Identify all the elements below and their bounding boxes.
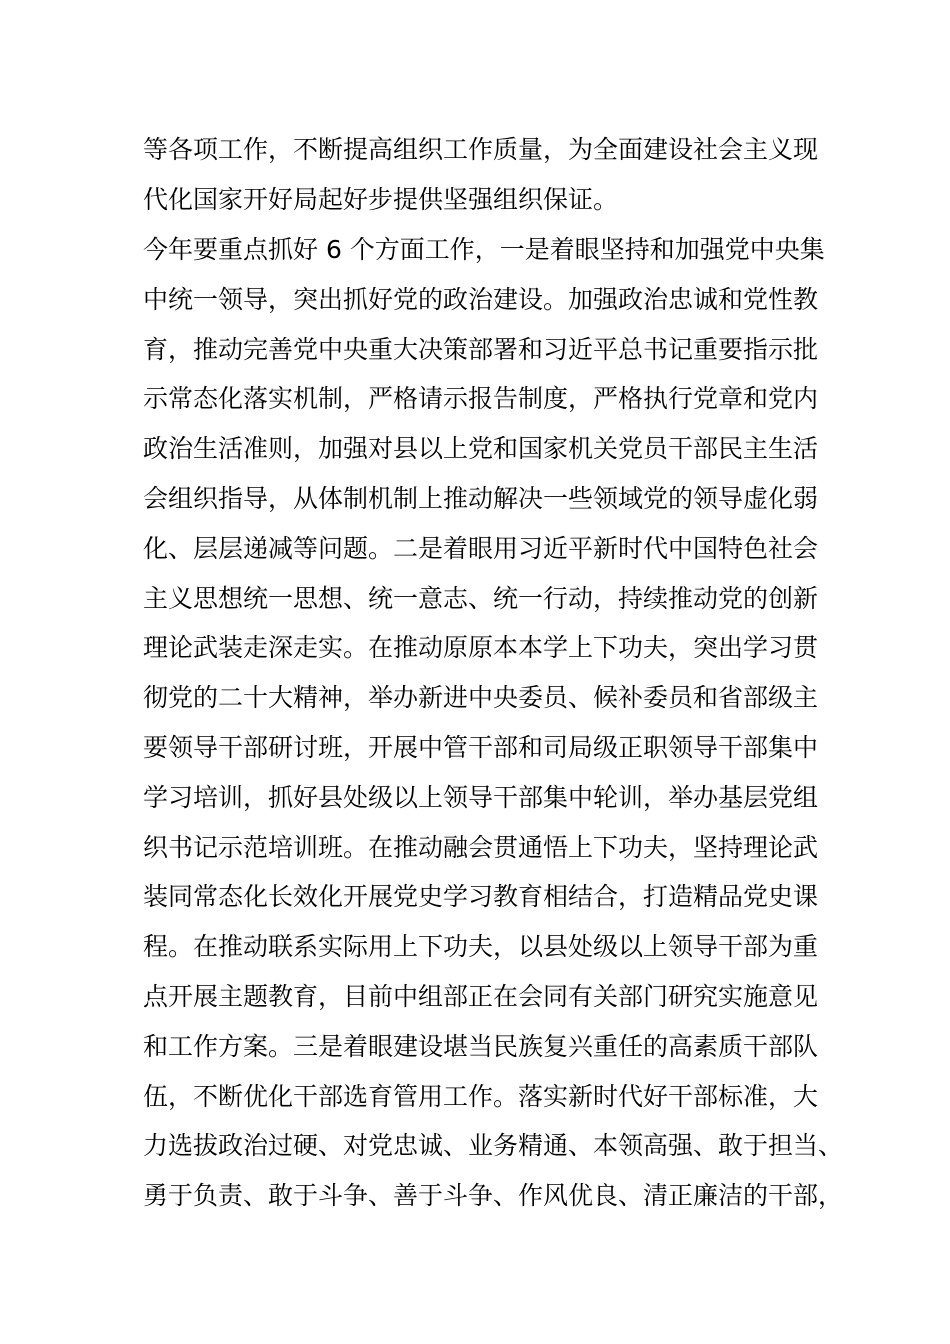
text-line: 伍，不断优化干部选育管用工作。落实新时代好干部标准，大: [143, 1082, 819, 1111]
text-line: 会组织指导，从体制机制上推动解决一些领域党的领导虚化弱: [143, 484, 819, 513]
text-line: 主义思想统一思想、统一意志、统一行动，持续推动党的创新: [143, 584, 819, 613]
text-line: 点开展主题教育，目前中组部正在会同有关部门研究实施意见: [143, 982, 819, 1011]
text-line: 中统一领导，突出抓好党的政治建设。加强政治忠诚和党性教: [143, 285, 819, 314]
text-line: 力选拔政治过硬、对党忠诚、业务精通、本领高强、敢于担当、: [143, 1131, 844, 1160]
text-line: 要领导干部研讨班，开展中管干部和司局级正职领导干部集中: [143, 733, 819, 762]
text-line: 程。在推动联系实际用上下功夫，以县处级以上领导干部为重: [143, 932, 819, 961]
text-line: 理论武装走深走实。在推动原原本本学上下功夫，突出学习贯: [143, 633, 819, 662]
text-line: 等各项工作，不断提高组织工作质量，为全面建设社会主义现: [143, 135, 819, 164]
text-line: 示常态化落实机制，严格请示报告制度，严格执行党章和党内: [143, 384, 819, 413]
text-line: 织书记示范培训班。在推动融会贯通悟上下功夫，坚持理论武: [143, 833, 819, 862]
text-line: 育，推动完善党中央重大决策部署和习近平总书记重要指示批: [143, 335, 819, 364]
text-line: 今年要重点抓好 6 个方面工作，一是着眼坚持和加强党中央集: [143, 235, 825, 264]
text-line: 勇于负责、敢于斗争、善于斗争、作风优良、清正廉洁的干部，: [143, 1181, 844, 1210]
text-line: 彻党的二十大精神，举办新进中央委员、候补委员和省部级主: [143, 683, 819, 712]
text-line: 学习培训，抓好县处级以上领导干部集中轮训，举办基层党组: [143, 783, 819, 812]
text-line: 化、层层递减等问题。二是着眼用习近平新时代中国特色社会: [143, 534, 819, 563]
text-line: 政治生活准则，加强对县以上党和国家机关党员干部民主生活: [143, 434, 819, 463]
text-line: 装同常态化长效化开展党史学习教育相结合，打造精品党史课: [143, 882, 819, 911]
text-line: 和工作方案。三是着眼建设堪当民族复兴重任的高素质干部队: [143, 1032, 819, 1061]
text-line: 代化国家开好局起好步提供坚强组织保证。: [143, 185, 619, 214]
